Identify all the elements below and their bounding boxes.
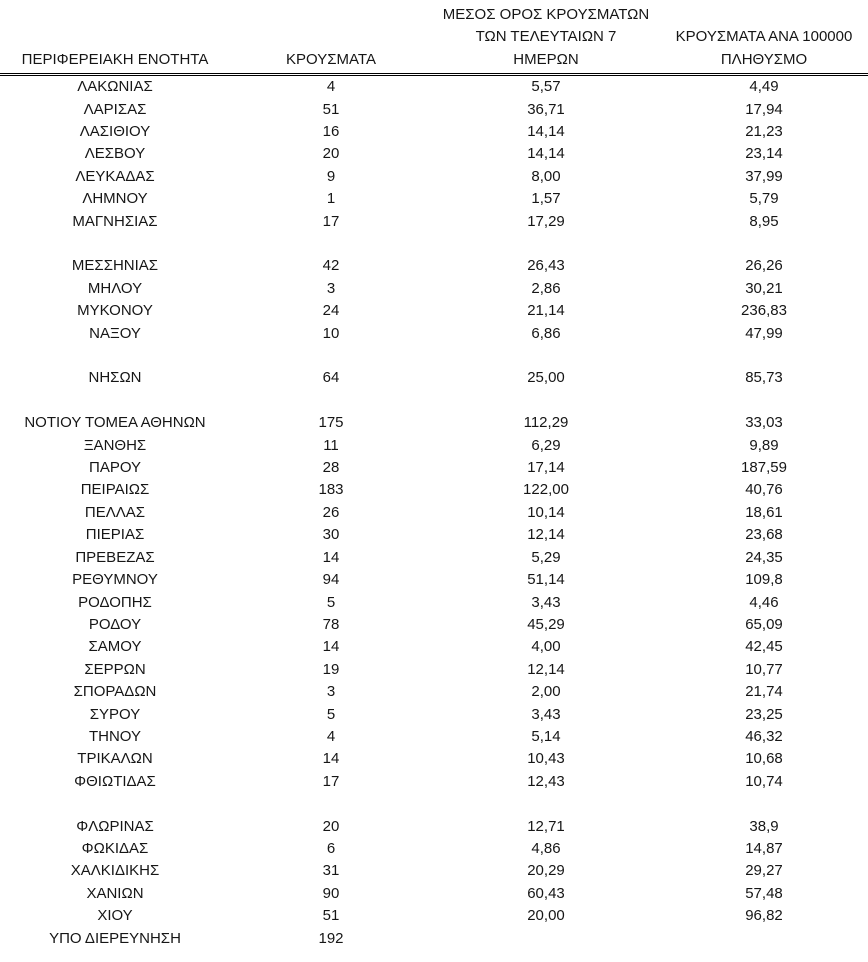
avg7-cell: 1,57 [531,190,561,208]
region-cell: ΧΑΝΙΩΝ [86,884,144,902]
cases-cell: 30 [322,526,340,544]
cases-cell: 14 [322,750,340,768]
per100k-cell: 10,77 [745,660,783,678]
avg7-cell: 4,00 [531,638,561,656]
avg7-cell: 20,00 [527,907,565,925]
cases-cell: 17 [322,212,340,230]
region-cell: ΛΕΥΚΑΔΑΣ [75,167,155,185]
column-header-avg7 [432,0,660,75]
cases-cell: 20 [322,817,340,835]
cases-cell: 24 [322,302,340,320]
avg7-cell: 51,14 [527,571,565,589]
avg7-cell: 112,29 [523,414,569,432]
per100k-cell: 8,95 [749,212,779,230]
column-header-region [0,0,230,75]
cases-cell: 192 [318,929,344,947]
cases-cell: 1 [326,190,336,208]
cases-cell: 14 [322,548,340,566]
avg7-cell: 12,14 [527,660,565,678]
cases-cell: 64 [322,369,340,387]
region-cell [0,345,230,367]
cases-cell: 16 [322,123,340,141]
region-cell: ΝΟΤΙΟΥ ΤΟΜΕΑ ΑΘΗΝΩΝ [24,414,206,432]
avg7-cell: 17,29 [527,212,565,230]
avg7-cell: 3,43 [531,705,561,723]
region-cell: ΤΗΝΟΥ [88,727,142,745]
cases-cell: 42 [322,257,340,275]
per100k-cell [660,793,868,815]
region-cell: ΠΡΕΒΕΖΑΣ [75,548,155,566]
region-cell [0,233,230,255]
avg7-cell: 6,86 [531,324,561,342]
per100k-cell: 26,26 [745,257,783,275]
avg7-cell: 4,86 [531,839,561,857]
table-row [0,928,868,950]
spacer-row [0,793,868,815]
avg7-cell [432,233,660,255]
per100k-cell: 30,21 [745,279,783,297]
spacer-row [0,390,868,412]
per100k-cell: 9,89 [749,436,779,454]
cases-cell: 94 [322,571,340,589]
per100k-cell: 23,14 [745,145,783,163]
per100k-cell: 29,27 [745,862,783,880]
region-cell: ΜΕΣΣΗΝΙΑΣ [71,257,159,275]
per100k-cell [660,345,868,367]
table-row [0,659,868,681]
header-line: ΜΕΣΟΣ ΟΡΟΣ ΚΡΟΥΣΜΑΤΩΝ [442,6,650,23]
region-cell: ΦΛΩΡΙΝΑΣ [76,817,154,835]
cases-cell: 183 [318,481,344,499]
per100k-cell: 37,99 [745,167,783,185]
region-cell: ΛΑΡΙΣΑΣ [83,100,147,118]
table-row [0,838,868,860]
cases-cell [230,793,432,815]
table-row [0,457,868,479]
table-row [0,323,868,345]
cases-cell [230,345,432,367]
table-row [0,479,868,501]
header-line: ΠΕΡΙΦΕΡΕΙΑΚΗ ΕΝΟΤΗΤΑ [21,50,209,68]
region-cell: ΣΥΡΟΥ [89,705,141,723]
region-cell: ΧΑΛΚΙΔΙΚΗΣ [70,862,160,880]
per100k-cell: 4,49 [749,78,779,96]
spacer-row [0,345,868,367]
per100k-cell: 14,87 [745,839,783,857]
cases-cell: 175 [318,414,344,432]
table-row [0,748,868,770]
avg7-cell: 14,14 [527,123,565,141]
avg7-cell: 5,14 [531,727,561,745]
table-row [0,592,868,614]
cases-cell: 26 [322,503,340,521]
per100k-cell: 57,48 [745,884,783,902]
cases-cell: 28 [322,459,340,477]
per100k-cell: 23,68 [745,526,783,544]
cases-cell: 17 [322,772,340,790]
per100k-cell [660,390,868,412]
table-row [0,905,868,927]
region-cell: ΦΘΙΩΤΙΔΑΣ [74,772,156,790]
cases-cell: 10 [322,324,340,342]
region-cell: ΜΑΓΝΗΣΙΑΣ [72,212,158,230]
region-cell: ΛΗΜΝΟΥ [82,190,148,208]
table-row [0,883,868,905]
region-cell: ΝΗΣΩΝ [88,369,142,387]
region-cell: ΣΑΜΟΥ [88,638,142,656]
table-row [0,547,868,569]
table-row [0,367,868,389]
region-cell [0,793,230,815]
cases-cell: 3 [326,683,336,701]
cases-cell: 90 [322,884,340,902]
table-row [0,681,868,703]
region-cell: ΠΕΛΛΑΣ [84,503,146,521]
avg7-cell: 6,29 [531,436,561,454]
per100k-cell [660,233,868,255]
region-cell: ΡΕΘΥΜΝΟΥ [72,571,158,589]
per100k-cell: 4,46 [749,593,779,611]
cases-cell: 5 [326,705,336,723]
header-line: ΗΜΕΡΩΝ [513,50,579,68]
region-cell: ΛΕΣΒΟΥ [84,145,146,163]
cases-cell: 6 [326,839,336,857]
header-row [0,0,868,75]
table-row [0,300,868,322]
cases-cell: 51 [322,100,340,118]
avg7-cell: 2,86 [531,279,561,297]
region-cell: ΠΑΡΟΥ [88,459,142,477]
table-row [0,166,868,188]
region-cell: ΠΕΙΡΑΙΩΣ [80,481,150,499]
avg7-cell: 25,00 [527,369,565,387]
region-cell: ΜΗΛΟΥ [87,279,143,297]
cases-cell: 9 [326,167,336,185]
cases-cell: 11 [323,436,339,454]
per100k-cell: 236,83 [741,302,787,320]
table-body [0,75,868,950]
header-line: ΚΡΟΥΣΜΑΤΑ ΑΝΑ 100000 [675,28,853,46]
region-cell: ΛΑΣΙΘΙΟΥ [79,123,151,141]
avg7-cell [432,793,660,815]
region-cell: ΠΙΕΡΙΑΣ [85,526,145,544]
cases-cell: 78 [322,615,340,633]
table-row [0,636,868,658]
per100k-cell: 109,8 [745,571,783,589]
table-row [0,569,868,591]
per100k-cell: 10,74 [745,772,783,790]
per100k-cell: 46,32 [745,727,783,745]
avg7-cell [432,390,660,412]
table-row [0,435,868,457]
avg7-cell: 21,14 [527,302,565,320]
table-row [0,860,868,882]
avg7-cell [432,928,660,950]
region-cell: ΞΑΝΘΗΣ [83,436,147,454]
avg7-cell: 5,29 [531,548,561,566]
table-row [0,143,868,165]
table-row [0,524,868,546]
per100k-cell: 18,61 [745,503,783,521]
cases-cell: 51 [322,907,340,925]
per100k-cell: 10,68 [745,750,783,768]
per100k-cell: 24,35 [745,548,783,566]
avg7-cell: 26,43 [527,257,565,275]
table-row [0,188,868,210]
cases-cell: 4 [326,727,336,745]
table-row [0,412,868,434]
region-cell: ΝΑΞΟΥ [89,324,141,342]
region-cell: ΜΥΚΟΝΟΥ [77,302,153,320]
avg7-cell: 10,14 [527,503,565,521]
cases-cell: 4 [326,78,336,96]
table-row [0,121,868,143]
region-cell: ΡΟΔΟΠΗΣ [78,593,152,611]
region-cell: ΤΡΙΚΑΛΩΝ [77,750,153,768]
table-header [0,0,868,75]
table-row [0,502,868,524]
cases-cell: 14 [322,638,340,656]
header-line: ΚΡΟΥΣΜΑΤΑ [286,50,376,68]
table-row [0,816,868,838]
avg7-cell: 2,00 [531,683,561,701]
per100k-cell [660,928,868,950]
region-cell: ΥΠΟ ΔΙΕΡΕΥΝΗΣΗ [49,929,181,947]
avg7-cell: 45,29 [527,615,565,633]
avg7-cell: 12,43 [527,772,565,790]
region-cell: ΡΟΔΟΥ [88,615,142,633]
cases-cell [230,390,432,412]
spacer-row [0,233,868,255]
table-row [0,75,868,99]
avg7-cell: 8,00 [531,167,561,185]
avg7-cell: 12,71 [527,817,565,835]
header-line: ΤΩΝ ΤΕΛΕΥΤΑΙΩΝ 7 [475,28,617,46]
table-row [0,726,868,748]
table-row [0,278,868,300]
table-row [0,614,868,636]
table-row [0,211,868,233]
per100k-cell: 17,94 [745,100,783,118]
per100k-cell: 33,03 [745,414,783,432]
table-row [0,99,868,121]
per100k-cell: 96,82 [745,907,783,925]
cases-cell [230,233,432,255]
avg7-cell: 17,14 [527,459,565,477]
cases-cell: 19 [322,660,340,678]
per100k-cell: 21,74 [745,683,783,701]
region-cell: ΦΩΚΙΔΑΣ [81,839,149,857]
per100k-cell: 40,76 [745,481,783,499]
column-header-cases [230,0,432,75]
table-row [0,771,868,793]
region-cell: ΣΠΟΡΑΔΩΝ [73,683,157,701]
per100k-cell: 38,9 [749,817,779,835]
header-line: ΠΛΗΘΥΣΜΟ [720,50,808,68]
region-cell: ΣΕΡΡΩΝ [84,660,146,678]
avg7-cell: 10,43 [527,750,565,768]
region-cell: ΧΙΟΥ [97,907,133,925]
avg7-cell: 36,71 [527,100,565,118]
avg7-cell: 60,43 [527,884,565,902]
cases-cell: 3 [326,279,336,297]
per100k-cell: 85,73 [745,369,783,387]
cases-cell: 5 [326,593,336,611]
per100k-cell: 21,23 [745,123,783,141]
per100k-cell: 23,25 [745,705,783,723]
avg7-cell: 3,43 [531,593,561,611]
column-header-per100k [660,0,868,75]
per100k-cell: 5,79 [749,190,779,208]
avg7-cell: 20,29 [527,862,565,880]
avg7-cell [432,345,660,367]
avg7-cell: 12,14 [527,526,565,544]
per100k-cell: 47,99 [745,324,783,342]
per100k-cell: 187,59 [741,459,787,477]
region-cell: ΛΑΚΩΝΙΑΣ [77,78,153,96]
avg7-cell: 5,57 [531,78,561,96]
table-row [0,255,868,277]
cases-cell: 31 [322,862,340,880]
per100k-cell: 65,09 [745,615,783,633]
avg7-cell: 122,00 [523,481,569,499]
table-row [0,704,868,726]
per100k-cell: 42,45 [745,638,783,656]
avg7-cell: 14,14 [527,145,565,163]
region-cell [0,390,230,412]
cases-cell: 20 [322,145,340,163]
